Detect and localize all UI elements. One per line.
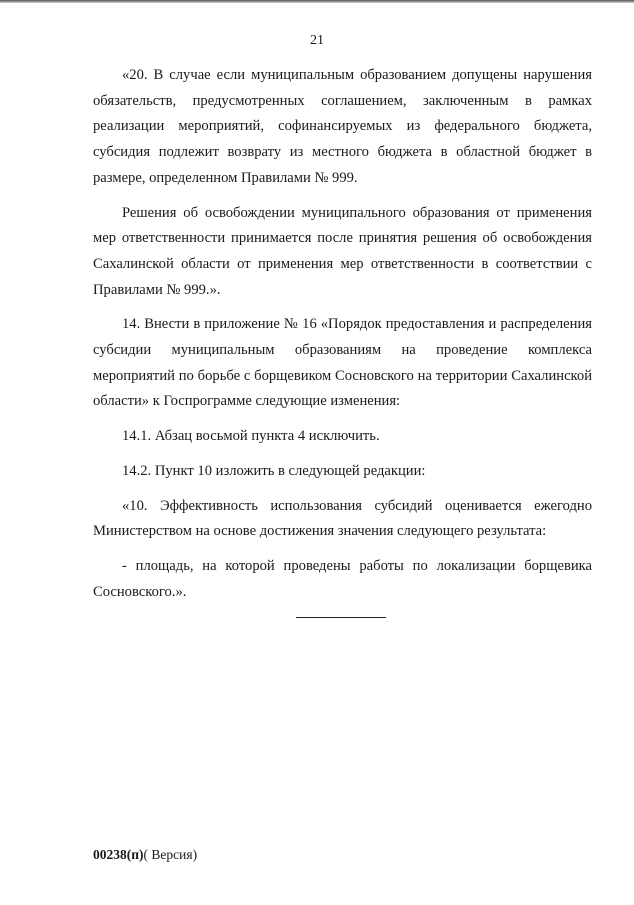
document-version: ( Версия) (143, 847, 198, 862)
paragraph-exemption-decision: Решения об освобождении муниципального образования от применения мер ответственности принимается после принятия решения об освобождения Сахалинской области от применения мер ответственности в соответствии с Правилами № 999.». (93, 204, 592, 298)
document-body (93, 63, 592, 605)
closing-divider-line (296, 617, 386, 618)
document-code (93, 847, 197, 863)
page-number: 21 (310, 33, 324, 48)
paragraph-item-14: 14. Внести в приложение № 16 «Порядок предоставления и распределения субсидии муниципальным образованиям на проведение комплекса мероприятий по борьбе с борщевиком Сосновского на территории Сахалинской области» к Госпрограмме следующие изменения: (93, 316, 592, 410)
paragraph-clause-10: «10. Эффективность использования субсидий оценивается ежегодно Министерством на основе достижения значения следующего результата: (93, 497, 592, 540)
paragraph-item-14-2: 14.2. Пункт 10 изложить в следующей редакции: (122, 462, 426, 479)
scan-top-edge (0, 0, 634, 3)
paragraph-clause-20: «20. В случае если муниципальным образованием допущены нарушения обязательств, предусмотренных соглашением, заключенным в рамках реализации мероприятий, софинансируемых из федерального бюджета, субсидия подлежит возврату из местного бюджета в областной бюджет в размере, определенном Правилами № 999. (93, 67, 592, 186)
paragraph-item-14-1: 14.1. Абзац восьмой пункта 4 исключить. (122, 428, 380, 445)
paragraph-result-area: - площадь, на которой проведены работы по локализации борщевика Сосновского.». (93, 557, 592, 600)
document-number: 00238(п) (93, 847, 144, 862)
